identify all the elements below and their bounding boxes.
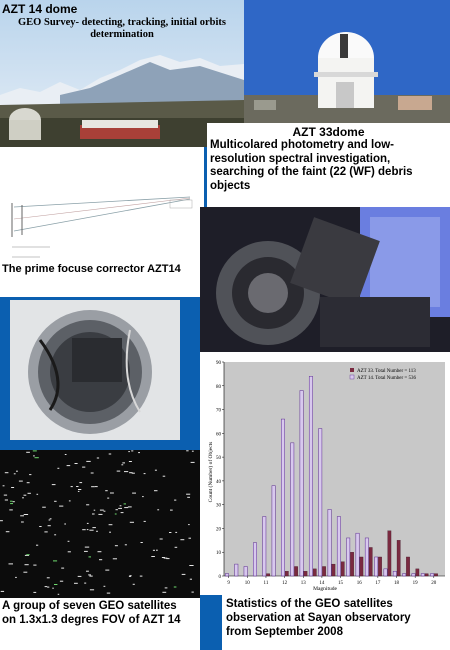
star [115, 545, 118, 546]
star [138, 452, 140, 453]
star [84, 583, 86, 584]
x-tick-label: 11 [263, 581, 269, 586]
bar-azt33 [332, 564, 335, 576]
star [86, 461, 90, 462]
star [84, 551, 88, 552]
star [89, 530, 93, 531]
satellites-caption-box [0, 598, 200, 650]
telescope-photo [200, 207, 450, 353]
star [86, 571, 89, 572]
star [52, 484, 56, 485]
star [189, 565, 193, 566]
star [15, 577, 17, 578]
legend-swatch-azt14 [350, 375, 354, 379]
star [96, 531, 98, 532]
star [89, 576, 92, 577]
bar-azt14 [421, 574, 424, 576]
star [128, 506, 132, 507]
bar-azt14 [347, 538, 350, 576]
bar-azt33 [388, 531, 391, 576]
star [189, 538, 192, 539]
star [26, 452, 30, 453]
y-tick-label: 20 [216, 527, 221, 533]
statistics-caption-line2: observation at Sayan observatory [226, 612, 411, 624]
bar-azt33 [378, 557, 381, 576]
star [44, 531, 47, 532]
azt14-title: AZT 14 dome [2, 2, 78, 16]
star [109, 524, 113, 525]
bar-azt33 [313, 569, 316, 576]
star [69, 500, 71, 501]
bar-azt14 [365, 538, 368, 576]
star [160, 539, 163, 540]
star [14, 473, 16, 474]
star [141, 542, 143, 543]
star [49, 520, 51, 521]
star [113, 558, 117, 559]
star [47, 587, 49, 588]
star [104, 586, 106, 587]
corrector-photo-panel [10, 300, 180, 440]
star [78, 491, 80, 492]
star [5, 472, 9, 473]
star [94, 510, 96, 511]
star [36, 545, 38, 546]
bar-azt14 [281, 419, 284, 576]
star [174, 587, 177, 588]
star [33, 450, 37, 451]
star [50, 518, 52, 519]
star [174, 500, 176, 501]
azt33-caption-box [207, 123, 450, 207]
star [33, 592, 36, 593]
star [95, 486, 98, 487]
star [24, 495, 27, 496]
statistics-caption-line3: from September 2008 [226, 626, 343, 638]
telescope-photo-panel [200, 207, 450, 353]
star [65, 454, 67, 455]
star [116, 509, 118, 510]
star [19, 481, 23, 482]
bar-azt14 [337, 517, 340, 576]
star [155, 470, 157, 471]
bar-azt14 [412, 574, 415, 576]
star [28, 493, 31, 494]
star [129, 472, 133, 473]
star [104, 511, 106, 512]
star [124, 503, 126, 504]
star [90, 589, 94, 590]
star [24, 514, 28, 515]
star [68, 541, 70, 542]
star [20, 515, 24, 516]
star [4, 495, 7, 496]
star [192, 451, 194, 452]
corrector-caption: The prime focuse corrector AZT14 [2, 263, 181, 275]
star [192, 592, 194, 593]
star [16, 471, 18, 472]
y-tick-label: 10 [216, 551, 221, 557]
chart-x-axis-label: Magnitude [313, 586, 337, 592]
star [74, 583, 78, 584]
bar-azt14 [319, 429, 322, 576]
corrector-photo [10, 300, 180, 440]
star [170, 510, 173, 511]
star [85, 547, 89, 548]
star [47, 577, 50, 578]
x-tick-label: 20 [431, 581, 437, 586]
star [115, 514, 117, 515]
star [42, 507, 46, 508]
star [121, 464, 123, 465]
star [67, 465, 71, 466]
star [180, 539, 184, 540]
bar-azt33 [416, 569, 419, 576]
star [39, 526, 41, 527]
bar-azt33 [360, 557, 363, 576]
legend-swatch-azt33 [350, 368, 354, 372]
x-tick-label: 15 [338, 581, 344, 586]
star [129, 576, 131, 577]
bar-azt33 [322, 566, 325, 576]
star [190, 579, 192, 580]
azt33-photo-panel [244, 0, 450, 123]
bar-azt14 [309, 376, 312, 576]
star [3, 485, 5, 486]
bar-azt14 [235, 564, 238, 576]
bar-azt33 [397, 540, 400, 576]
star [164, 558, 168, 559]
star [89, 556, 92, 557]
star [188, 524, 190, 525]
bar-azt14 [272, 486, 275, 576]
star [64, 524, 66, 525]
star [11, 487, 14, 488]
star [52, 588, 54, 589]
chart-y-axis-label: Count (Number) of Objects [208, 441, 214, 503]
bar-azt33 [266, 574, 269, 576]
bar-azt14 [253, 543, 256, 576]
y-tick-label: 40 [216, 479, 221, 485]
y-tick-label: 80 [216, 384, 221, 390]
x-tick-label: 9 [227, 581, 230, 586]
star [54, 501, 57, 502]
bar-azt33 [425, 574, 428, 576]
star [0, 520, 3, 521]
bar-azt14 [393, 571, 396, 576]
bar-azt14 [291, 443, 294, 576]
x-tick-label: 18 [394, 581, 400, 586]
star [82, 467, 85, 468]
star [142, 496, 144, 497]
star [165, 587, 168, 588]
star [54, 584, 57, 585]
star [6, 531, 10, 532]
bar-azt33 [350, 552, 353, 576]
star [186, 494, 190, 495]
y-tick-label: 90 [216, 361, 221, 366]
azt33-description: Multicolared photometry and low-resolution spectral investigation, searching of the faint (22 (WF) debris objects [210, 139, 413, 192]
bar-azt33 [285, 571, 288, 576]
bar-azt14 [263, 517, 266, 576]
star [54, 534, 56, 535]
azt14-description-line2: determination [90, 29, 154, 40]
star [91, 486, 95, 487]
star [154, 490, 158, 491]
satellites-photo-panel [0, 450, 200, 598]
bar-azt14 [375, 557, 378, 576]
star [76, 486, 78, 487]
star [45, 586, 48, 587]
star [58, 594, 60, 595]
star [92, 514, 95, 515]
star [191, 462, 195, 463]
star [60, 581, 63, 582]
y-tick-label: 70 [216, 408, 221, 414]
star [163, 476, 166, 477]
star [1, 591, 4, 592]
star [61, 568, 64, 569]
star [48, 525, 51, 526]
statistics-caption-box [222, 595, 450, 650]
star [124, 507, 128, 508]
star [87, 523, 89, 524]
x-tick-label: 19 [412, 581, 418, 586]
corrector-panel [0, 147, 204, 297]
bar-azt14 [244, 566, 247, 576]
bar-azt33 [369, 547, 372, 576]
star [125, 544, 127, 545]
bar-azt14 [384, 569, 387, 576]
satellites-caption-line1: A group of seven GEO satellites [2, 600, 177, 612]
star [5, 500, 8, 501]
bar-azt14 [328, 509, 331, 576]
bar-azt14 [356, 533, 359, 576]
star [92, 527, 96, 528]
star [59, 506, 63, 507]
bar-azt33 [304, 571, 307, 576]
star [187, 497, 190, 498]
star [156, 550, 158, 551]
x-tick-label: 12 [282, 581, 288, 586]
star [117, 471, 121, 472]
star [162, 592, 166, 593]
star [68, 551, 71, 552]
star [151, 556, 155, 557]
star [71, 486, 73, 487]
bar-azt14 [402, 574, 405, 576]
star [169, 532, 171, 533]
star [144, 521, 146, 522]
y-tick-label: 60 [216, 432, 221, 438]
star [128, 451, 130, 452]
star [9, 509, 13, 510]
star [105, 490, 108, 491]
star [153, 550, 155, 551]
azt33-title: AZT 33dome [292, 125, 365, 139]
star [33, 565, 36, 566]
star [133, 584, 135, 585]
star [79, 482, 82, 483]
statistics-chart-panel [200, 352, 450, 595]
star [91, 473, 94, 474]
star [27, 482, 30, 483]
bar-azt14 [300, 391, 303, 576]
star [110, 493, 114, 494]
x-tick-label: 16 [356, 581, 362, 586]
statistics-chart [200, 352, 450, 595]
star [175, 547, 178, 548]
bar-azt33 [294, 566, 297, 576]
star [75, 463, 78, 464]
legend-label-azt33: AZT 33. Total Number = 113 [357, 369, 416, 374]
chart-plot-area [224, 362, 445, 576]
x-tick-label: 13 [300, 581, 306, 586]
star [97, 458, 99, 459]
star [107, 593, 110, 594]
star [124, 471, 128, 472]
azt14-description [2, 17, 242, 41]
star [22, 497, 24, 498]
star [105, 570, 109, 571]
star [13, 501, 15, 502]
star [37, 494, 39, 495]
star [131, 450, 133, 451]
star [109, 454, 112, 455]
star [157, 509, 159, 510]
star [86, 504, 89, 505]
azt33-photo [244, 0, 450, 123]
y-tick-label: 50 [216, 456, 221, 462]
star [33, 455, 35, 456]
star [129, 461, 132, 462]
star [87, 529, 89, 530]
x-tick-label: 10 [244, 581, 250, 586]
star [78, 489, 81, 490]
star [25, 564, 29, 565]
star [98, 514, 102, 515]
star [82, 529, 86, 530]
star [26, 554, 29, 555]
star [118, 508, 122, 509]
satellites-caption-line2: on 1.3x1.3 degres FOV of AZT 14 [2, 614, 181, 626]
y-tick-label: 0 [218, 575, 221, 580]
star [122, 462, 125, 463]
star [98, 551, 102, 552]
x-tick-label: 14 [319, 581, 325, 586]
legend-label-azt14: AZT 14. Total Number = 536 [357, 376, 416, 381]
star [140, 576, 143, 577]
star [57, 468, 59, 469]
star [88, 574, 91, 575]
satellites-photo [0, 450, 200, 598]
statistics-caption-line1: Statistics of the GEO satellites [226, 598, 393, 610]
star [144, 473, 146, 474]
star [23, 572, 27, 573]
star [35, 457, 39, 458]
bar-azt14 [430, 574, 433, 576]
y-tick-label: 30 [216, 503, 221, 509]
bar-azt33 [406, 557, 409, 576]
star [9, 563, 14, 564]
x-tick-label: 17 [375, 581, 381, 586]
star [175, 532, 177, 533]
star [21, 522, 24, 523]
bar-azt33 [341, 562, 344, 576]
star [53, 560, 57, 561]
star [10, 503, 13, 504]
star [99, 559, 102, 560]
star [182, 574, 186, 575]
star [107, 498, 109, 499]
star [186, 450, 188, 451]
star [100, 510, 104, 511]
star [78, 576, 82, 577]
star [120, 505, 122, 506]
azt14-description-line1: GEO Survey- detecting, tracking, initial orbits [18, 17, 226, 28]
bar-azt33 [434, 574, 437, 576]
star [130, 522, 134, 523]
star [132, 493, 136, 494]
star [121, 512, 124, 513]
star [29, 474, 31, 475]
star [10, 501, 13, 502]
star [109, 532, 111, 533]
bar-azt14 [225, 574, 228, 576]
